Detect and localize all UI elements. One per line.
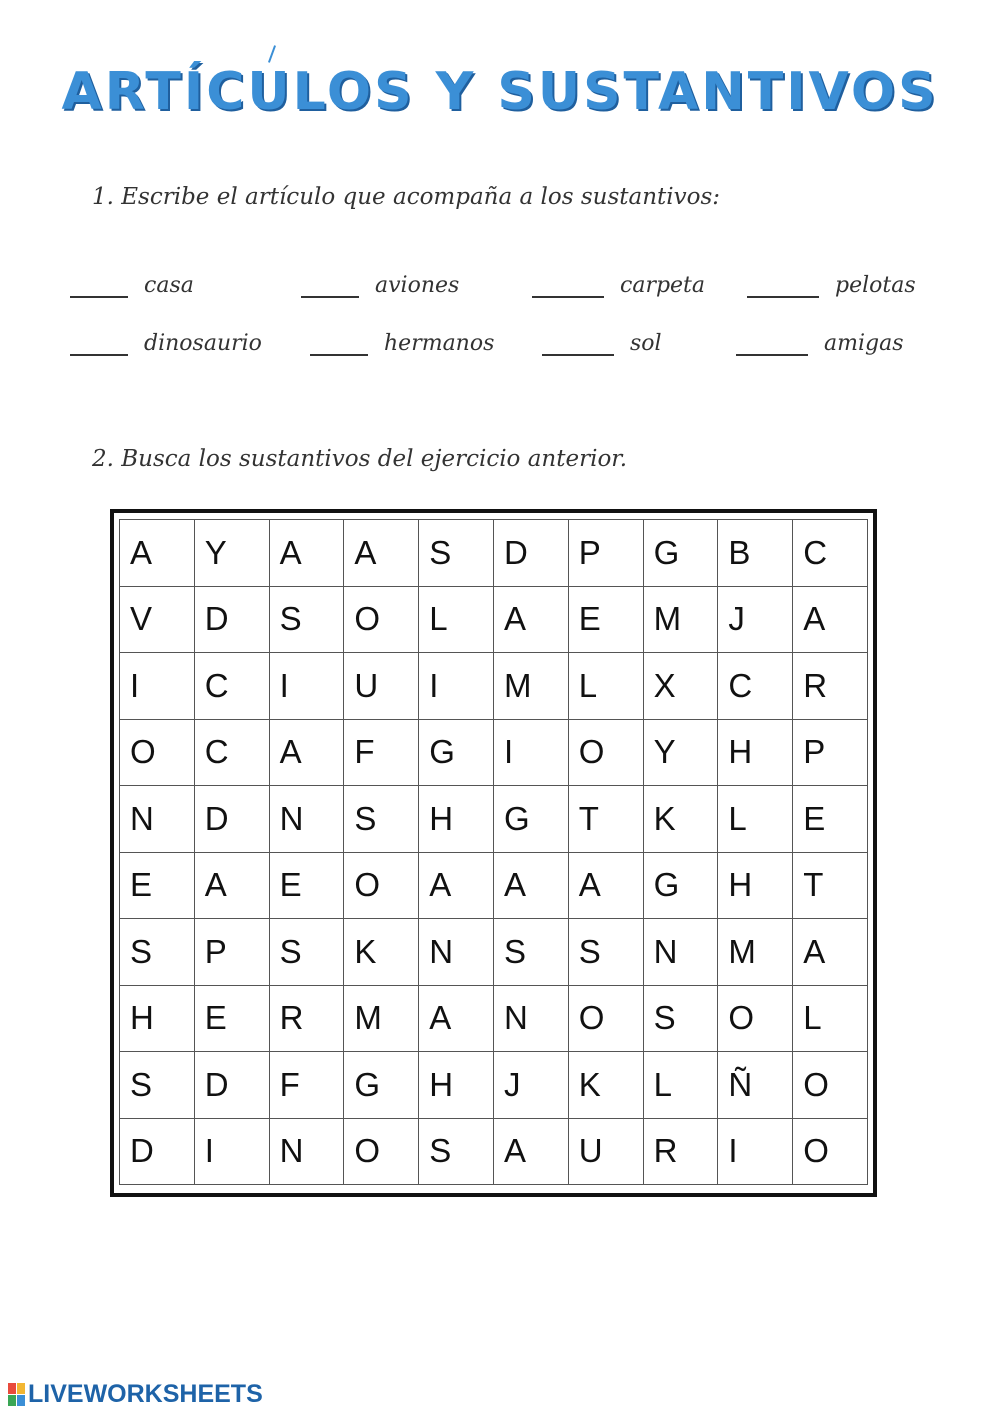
grid-cell[interactable]: T: [793, 853, 868, 920]
grid-cell[interactable]: I: [494, 720, 569, 787]
grid-cell[interactable]: J: [494, 1052, 569, 1119]
grid-cell[interactable]: S: [419, 1119, 494, 1186]
brand-name: LIVEWORKSHEETS: [28, 1380, 263, 1408]
page-title: ARTÍCULOS Y SUSTANTIVOS: [61, 62, 939, 122]
fill-item: [542, 320, 662, 356]
grid-cell[interactable]: I: [195, 1119, 270, 1186]
title-accent-mark: [268, 45, 276, 63]
grid-cell[interactable]: S: [644, 986, 719, 1053]
grid-cell[interactable]: O: [344, 587, 419, 654]
grid-cell[interactable]: N: [270, 1119, 345, 1186]
grid-cell[interactable]: U: [344, 653, 419, 720]
noun-label: sol: [630, 331, 662, 356]
grid-cell[interactable]: C: [195, 720, 270, 787]
fill-item: [70, 320, 262, 356]
grid-cell[interactable]: G: [644, 520, 719, 587]
word-search: [110, 509, 877, 1197]
grid-cell[interactable]: S: [120, 919, 195, 986]
footer-brand: [8, 1380, 263, 1409]
grid-cell[interactable]: L: [569, 653, 644, 720]
grid-cell[interactable]: K: [569, 1052, 644, 1119]
grid-cell[interactable]: A: [270, 720, 345, 787]
grid-cell[interactable]: H: [419, 1052, 494, 1119]
grid-cell[interactable]: R: [270, 986, 345, 1053]
grid-cell[interactable]: D: [195, 786, 270, 853]
grid-cell[interactable]: G: [644, 853, 719, 920]
fill-item: [532, 262, 705, 298]
grid-cell[interactable]: F: [344, 720, 419, 787]
grid-cell[interactable]: A: [270, 520, 345, 587]
grid-cell[interactable]: L: [718, 786, 793, 853]
grid-cell[interactable]: A: [195, 853, 270, 920]
grid-cell[interactable]: N: [120, 786, 195, 853]
grid-cell[interactable]: M: [644, 587, 719, 654]
grid-cell[interactable]: H: [718, 853, 793, 920]
grid-cell[interactable]: G: [344, 1052, 419, 1119]
grid-cell[interactable]: I: [120, 653, 195, 720]
grid-cell[interactable]: E: [270, 853, 345, 920]
grid-cell[interactable]: P: [569, 520, 644, 587]
grid-cell[interactable]: R: [793, 653, 868, 720]
exercise2-instruction: 2. Busca los sustantivos del ejercicio anterior.: [92, 446, 628, 472]
grid-cell[interactable]: C: [195, 653, 270, 720]
article-blank[interactable]: [736, 324, 808, 356]
noun-label: dinosaurio: [144, 331, 262, 356]
grid-cell[interactable]: K: [344, 919, 419, 986]
liveworksheets-logo-icon: [8, 1383, 25, 1406]
grid-cell[interactable]: S: [120, 1052, 195, 1119]
grid-cell[interactable]: I: [718, 1119, 793, 1186]
article-blank[interactable]: [532, 266, 604, 298]
grid-cell[interactable]: O: [718, 986, 793, 1053]
grid-cell[interactable]: A: [419, 986, 494, 1053]
grid-cell[interactable]: E: [569, 587, 644, 654]
article-blank[interactable]: [301, 266, 359, 298]
grid-cell[interactable]: E: [793, 786, 868, 853]
grid-cell[interactable]: N: [270, 786, 345, 853]
grid-cell[interactable]: O: [793, 1052, 868, 1119]
grid-cell[interactable]: A: [120, 520, 195, 587]
grid-cell[interactable]: P: [793, 720, 868, 787]
grid-cell[interactable]: G: [419, 720, 494, 787]
grid-cell[interactable]: A: [344, 520, 419, 587]
grid-cell[interactable]: O: [120, 720, 195, 787]
grid-cell[interactable]: O: [569, 986, 644, 1053]
grid-cell[interactable]: L: [644, 1052, 719, 1119]
noun-label: carpeta: [620, 273, 706, 298]
grid-cell[interactable]: S: [270, 587, 345, 654]
grid-cell[interactable]: D: [120, 1119, 195, 1186]
grid-cell[interactable]: B: [718, 520, 793, 587]
grid-cell[interactable]: Y: [644, 720, 719, 787]
grid-cell[interactable]: I: [270, 653, 345, 720]
grid-cell[interactable]: T: [569, 786, 644, 853]
grid-cell[interactable]: P: [195, 919, 270, 986]
grid-cell[interactable]: J: [718, 587, 793, 654]
fill-item: [736, 320, 904, 356]
article-blank[interactable]: [70, 324, 128, 356]
grid-cell[interactable]: S: [569, 919, 644, 986]
grid-cell[interactable]: D: [195, 587, 270, 654]
noun-label: pelotas: [835, 273, 916, 298]
grid-cell[interactable]: O: [793, 1119, 868, 1186]
grid-cell[interactable]: N: [494, 986, 569, 1053]
exercise1-row-1: [0, 262, 1000, 302]
grid-cell[interactable]: A: [494, 587, 569, 654]
article-blank[interactable]: [70, 266, 128, 298]
grid-cell[interactable]: G: [494, 786, 569, 853]
grid-cell[interactable]: I: [419, 653, 494, 720]
grid-cell[interactable]: S: [419, 520, 494, 587]
grid-cell[interactable]: M: [344, 986, 419, 1053]
grid-cell[interactable]: X: [644, 653, 719, 720]
grid-cell[interactable]: E: [120, 853, 195, 920]
grid-cell[interactable]: A: [494, 853, 569, 920]
article-blank[interactable]: [747, 266, 819, 298]
grid-cell[interactable]: Y: [195, 520, 270, 587]
grid-cell[interactable]: A: [494, 1119, 569, 1186]
grid-cell[interactable]: M: [718, 919, 793, 986]
fill-item: [301, 262, 459, 298]
grid-cell[interactable]: N: [419, 919, 494, 986]
grid-cell[interactable]: F: [270, 1052, 345, 1119]
grid-cell[interactable]: S: [270, 919, 345, 986]
grid-cell[interactable]: N: [644, 919, 719, 986]
grid-cell[interactable]: L: [419, 587, 494, 654]
grid-cell[interactable]: U: [569, 1119, 644, 1186]
noun-label: amigas: [824, 331, 904, 356]
grid-cell[interactable]: V: [120, 587, 195, 654]
grid-cell[interactable]: D: [494, 520, 569, 587]
grid-cell[interactable]: C: [793, 520, 868, 587]
grid-cell[interactable]: H: [718, 720, 793, 787]
grid-cell[interactable]: L: [793, 986, 868, 1053]
grid-cell[interactable]: C: [718, 653, 793, 720]
noun-label: aviones: [375, 273, 460, 298]
grid-cell[interactable]: A: [793, 587, 868, 654]
noun-label: casa: [144, 273, 194, 298]
fill-item: [747, 262, 916, 298]
grid-cell[interactable]: H: [419, 786, 494, 853]
grid-cell[interactable]: S: [494, 919, 569, 986]
grid-cell[interactable]: D: [195, 1052, 270, 1119]
grid-cell[interactable]: H: [120, 986, 195, 1053]
grid-cell[interactable]: S: [344, 786, 419, 853]
noun-label: hermanos: [384, 331, 495, 356]
grid-cell[interactable]: O: [344, 853, 419, 920]
grid-cell[interactable]: R: [644, 1119, 719, 1186]
grid-cell[interactable]: O: [569, 720, 644, 787]
grid-cell[interactable]: M: [494, 653, 569, 720]
grid-cell[interactable]: O: [344, 1119, 419, 1186]
article-blank[interactable]: [310, 324, 368, 356]
exercise1-instruction: 1. Escribe el artículo que acompaña a los sustantivos:: [92, 184, 721, 210]
grid-cell[interactable]: A: [569, 853, 644, 920]
grid-cell[interactable]: A: [793, 919, 868, 986]
fill-item: [70, 262, 194, 298]
exercise1-row-2: [0, 320, 1000, 360]
grid-cell[interactable]: K: [644, 786, 719, 853]
grid-cell[interactable]: A: [419, 853, 494, 920]
article-blank[interactable]: [542, 324, 614, 356]
grid-cell[interactable]: Ñ: [718, 1052, 793, 1119]
word-search-grid: [119, 519, 868, 1185]
grid-cell[interactable]: E: [195, 986, 270, 1053]
fill-item: [310, 320, 494, 356]
